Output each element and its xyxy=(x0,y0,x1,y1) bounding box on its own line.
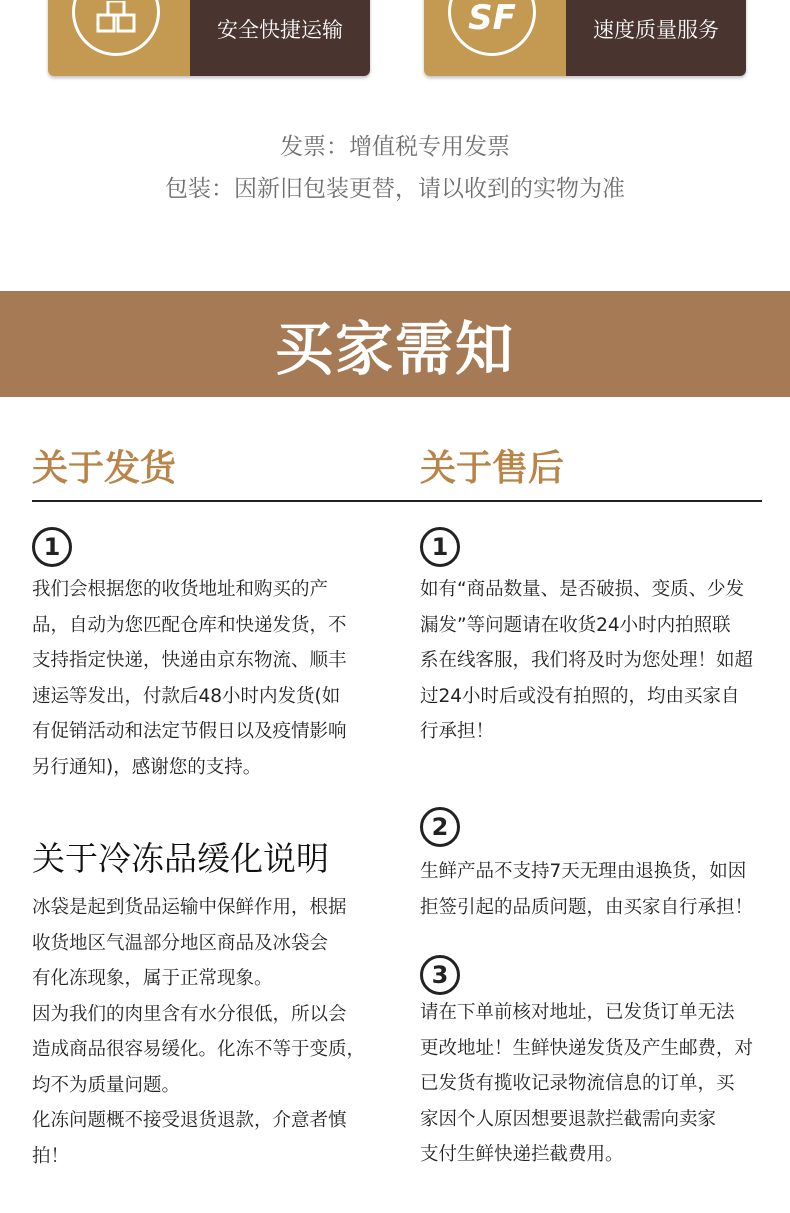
boxes-icon-shape xyxy=(94,1,138,35)
sf-logo-text: SF xyxy=(468,0,516,38)
badge-speed-quality xyxy=(424,0,746,76)
badge-icon-panel xyxy=(424,0,566,76)
after-sales-text-2: 生鲜产品不支持7天无理由退换货，如因 拒签引起的品质问题，由买家自行承担！ xyxy=(420,861,754,918)
banner-title: 买家需知 xyxy=(274,315,515,383)
after-sales-number-badge-3: 3 xyxy=(420,955,460,995)
shipping-text: 我们会根据您的收货地址和购买的产 品，自动为您匹配仓库和快递发货，不 支持指定快递，快递由京东物流、顺丰 速运等发出，付款后48小时内发货(如 有促销活动和法定节假日以及疫情影响 另行通知)，感谢您的支持。 xyxy=(32,579,347,778)
buyer-notice-banner xyxy=(0,291,790,397)
sf-logo-icon xyxy=(448,0,536,56)
boxes-icon xyxy=(72,0,160,56)
section-divider xyxy=(32,500,762,502)
after-sales-number-badge-1: 1 xyxy=(420,527,460,567)
after-sales-text-3: 请在下单前核对地址，已发货订单无法 更改地址！生鲜快递发货及产生邮费，对 已发货有揽收记录物流信息的订单，买 家因个人原因想要退款拦截需向卖家 支付生鲜快递拦截费用。 xyxy=(420,1002,754,1165)
after-sales-text-1: 如有“商品数量、是否破损、变质、少发 漏发”等问题请在收货24小时内拍照联 系在线客服，我们将及时为您处理！如超 过24小时后或没有拍照的，均由买家自 行承担！ xyxy=(420,579,754,742)
frozen-text: 冰袋是起到货品运输中保鲜作用，根据 收货地区气温部分地区商品及冰袋会 有化冻现象，属于正常现象。 因为我们的肉里含有水分很低，所以会 造成商品很容易缓化。化冻不等于变质， 均不为质量问题。 化冻问题概不接受退货退款，介意者慎 拍！ xyxy=(32,897,366,1167)
after-sales-heading: 关于售后 xyxy=(420,448,565,489)
shipping-number-badge: 1 xyxy=(32,527,72,567)
badge-label: 安全快捷运输 xyxy=(190,0,370,76)
badge-icon-panel xyxy=(48,0,190,76)
after-sales-number-badge-2: 2 xyxy=(420,807,460,847)
badge-label: 速度质量服务 xyxy=(566,0,746,76)
packaging-info: 包装：因新旧包装更替，请以收到的实物为准 xyxy=(165,176,625,202)
badge-safe-transport xyxy=(48,0,370,76)
frozen-heading: 关于冷冻品缓化说明 xyxy=(32,839,329,878)
invoice-info: 发票：增值税专用发票 xyxy=(280,134,510,160)
shipping-heading: 关于发货 xyxy=(32,448,177,489)
